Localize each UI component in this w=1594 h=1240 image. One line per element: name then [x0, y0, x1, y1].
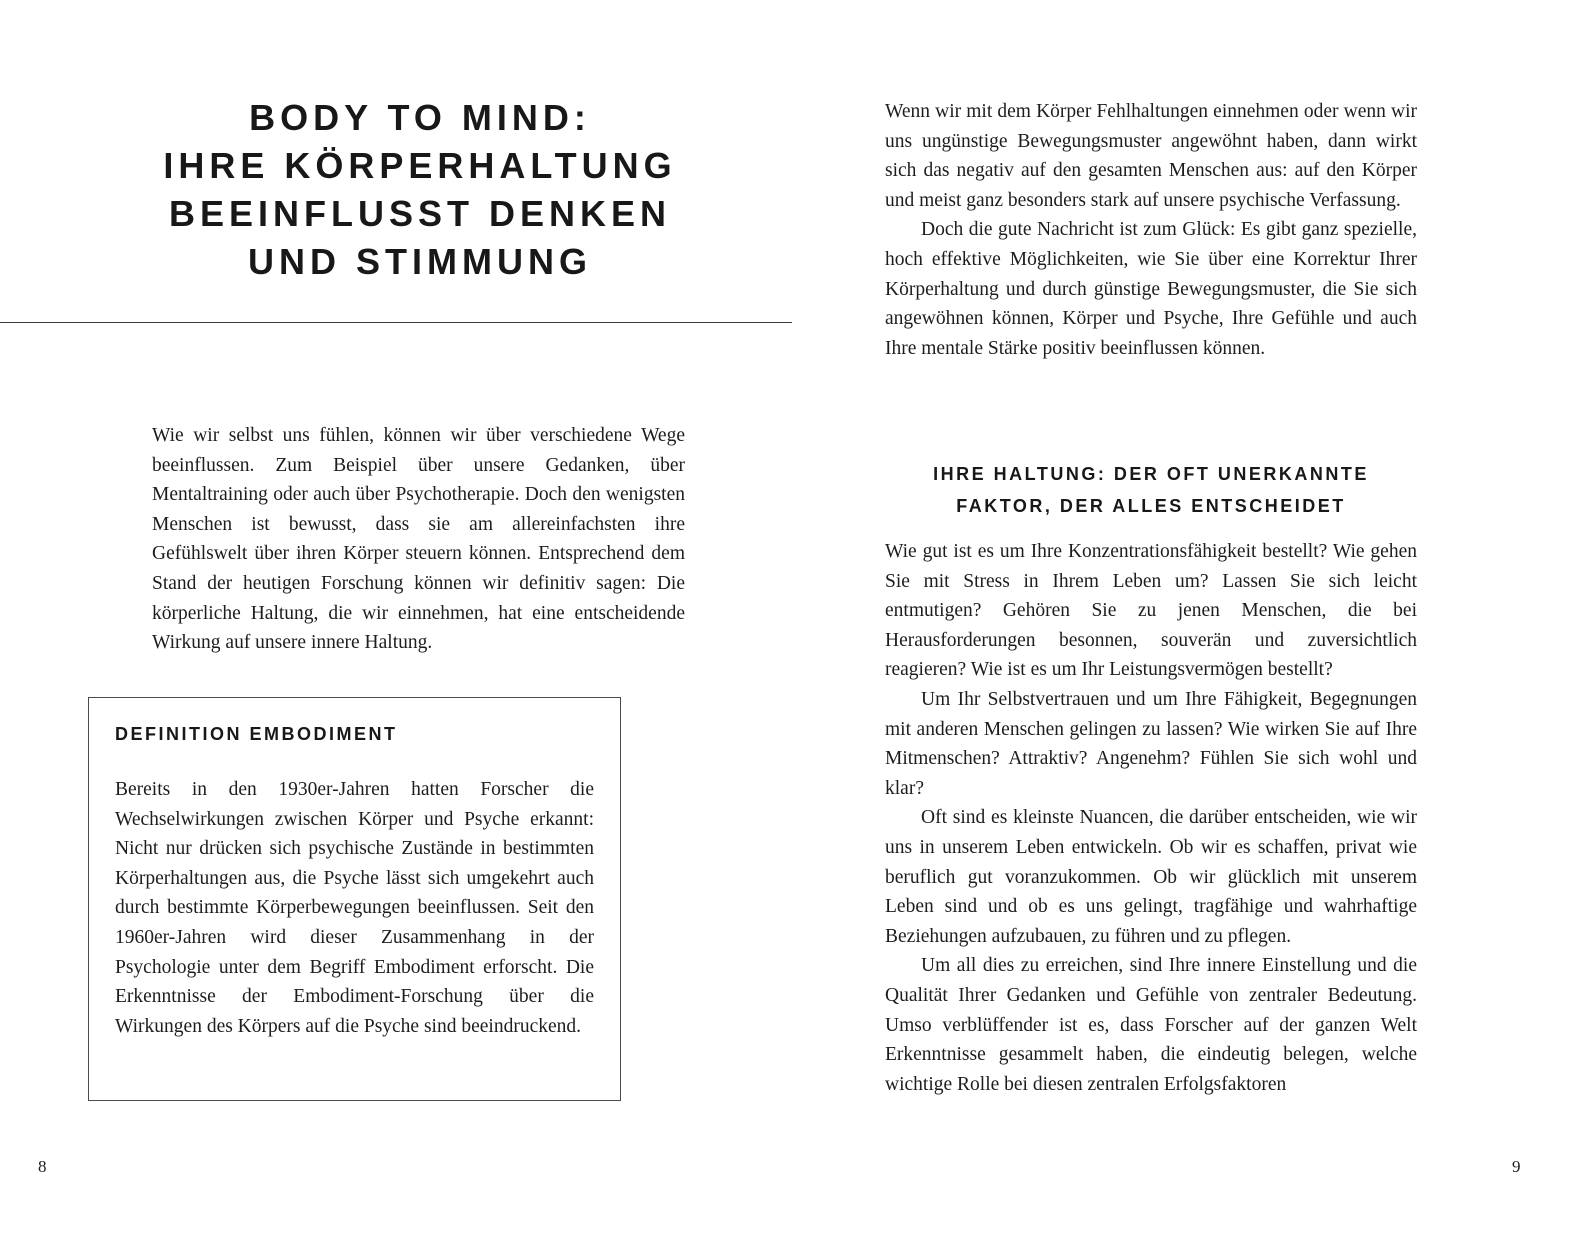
- body-paragraph: Wie gut ist es um Ihre Konzentrationsfähigkeit bestellt? Wie gehen Sie mit Stress in Ihrem Leben um? Lassen Sie sich leicht entmutigen? Gehören Sie zu jenen Menschen, die bei Herausforderungen besonnen, souverän und zuversichtlich reagieren? Wie ist es um Ihr Leistungsvermögen bestellt?: [885, 541, 1417, 681]
- right-page-section: [885, 537, 1417, 1099]
- chapter-title-line: IHRE KÖRPERHALTUNG: [163, 145, 677, 186]
- definition-box: [88, 697, 621, 1101]
- page-number-left: 8: [38, 1157, 47, 1176]
- body-paragraph: Oft sind es kleinste Nuancen, die darüber entscheiden, wie wir uns in unserem Leben entwickeln. Ob wir es schaffen, privat wie beruflich gut voranzukommen. Ob wir glücklich mit unserem Leben sind und ob es uns gelingt, tragfähige und wahrhaftige Beziehungen aufzubauen, zu führen und zu pflegen.: [885, 807, 1417, 947]
- intro-paragraph: Wie wir selbst uns fühlen, können wir über verschiedene Wege beeinflussen. Zum Beispiel über unsere Gedanken, über Mentaltraining oder auch über Psychotherapie. Doch den wenigsten Menschen ist bewusst, dass sie am allereinfachsten ihre Gefühlswelt über ihren Körper steuern können. Entsprechend dem Stand der heutigen Forschung können wir definitiv sagen: Die körperliche Haltung, die wir einnehmen, hat eine entscheidende Wirkung auf unsere innere Haltung.: [152, 425, 685, 654]
- body-paragraph: Wenn wir mit dem Körper Fehlhaltungen einnehmen oder wenn wir uns ungünstige Bewegungsmuster angewöhnt haben, dann wirkt sich das negativ auf den gesamten Menschen aus: auf den Körper und meist ganz besonders stark auf unsere psychische Verfassung.: [885, 101, 1417, 211]
- page-number-right: 9: [1512, 1157, 1521, 1176]
- section-heading-line: IHRE HALTUNG: DER OFT UNERKANNTE: [933, 464, 1369, 484]
- chapter-title-line: UND STIMMUNG: [248, 241, 592, 282]
- section-heading: [885, 458, 1417, 522]
- definition-box-body: Bereits in den 1930er-Jahren hatten Forscher die Wechselwirkungen zwischen Körper und Psyche erkannt: Nicht nur drücken sich psychische Zustände in bestimmten Körperhaltungen aus, die Psyche lässt sich umgekehrt auch durch bestimmte Körperbewegungen beeinflussen. Seit den 1960er-Jahren wird dieser Zusammenhang in der Psychologie unter dem Begriff Embodiment erforscht. Die Erkenntnisse der Embodiment-Forschung über die Wirkungen des Körpers auf die Psyche sind beeindruckend.: [115, 779, 594, 1037]
- chapter-title: [100, 94, 740, 286]
- chapter-title-line: BEEINFLUSST DENKEN: [168, 193, 672, 234]
- chapter-title-line: BODY TO MIND:: [249, 97, 591, 138]
- right-page-opening: [885, 97, 1417, 363]
- body-paragraph: Um Ihr Selbstvertrauen und um Ihre Fähigkeit, Begegnungen mit anderen Menschen gelingen zu lassen? Wie wirken Sie auf Ihre Mitmenschen? Attraktiv? Angenehm? Fühlen Sie sich wohl und klar?: [885, 688, 1417, 799]
- body-paragraph: Doch die gute Nachricht ist zum Glück: Es gibt ganz spezielle, hoch effektive Möglichkeiten, wie Sie über eine Korrektur Ihrer Körperhaltung und durch günstige Bewegungsmuster, die Sie sich angewöhnen können, Körper und Psyche, Ihre Gefühle und auch Ihre mentale Stärke positiv beeinflussen können.: [885, 219, 1417, 359]
- section-heading-line: FAKTOR, DER ALLES ENTSCHEIDET: [956, 496, 1346, 516]
- divider-rule: [0, 322, 792, 323]
- definition-box-heading: DEFINITION EMBODIMENT: [115, 724, 398, 744]
- body-paragraph: Um all dies zu erreichen, sind Ihre innere Einstellung und die Qualität Ihrer Gedanken und Gefühle von zentraler Bedeutung. Umso verblüffender ist es, dass Forscher auf der ganzen Welt Erkenntnisse gesammelt haben, die eindeutig belegen, welche wichtige Rolle bei diesen zentralen Erfolgsfaktoren: [885, 955, 1417, 1095]
